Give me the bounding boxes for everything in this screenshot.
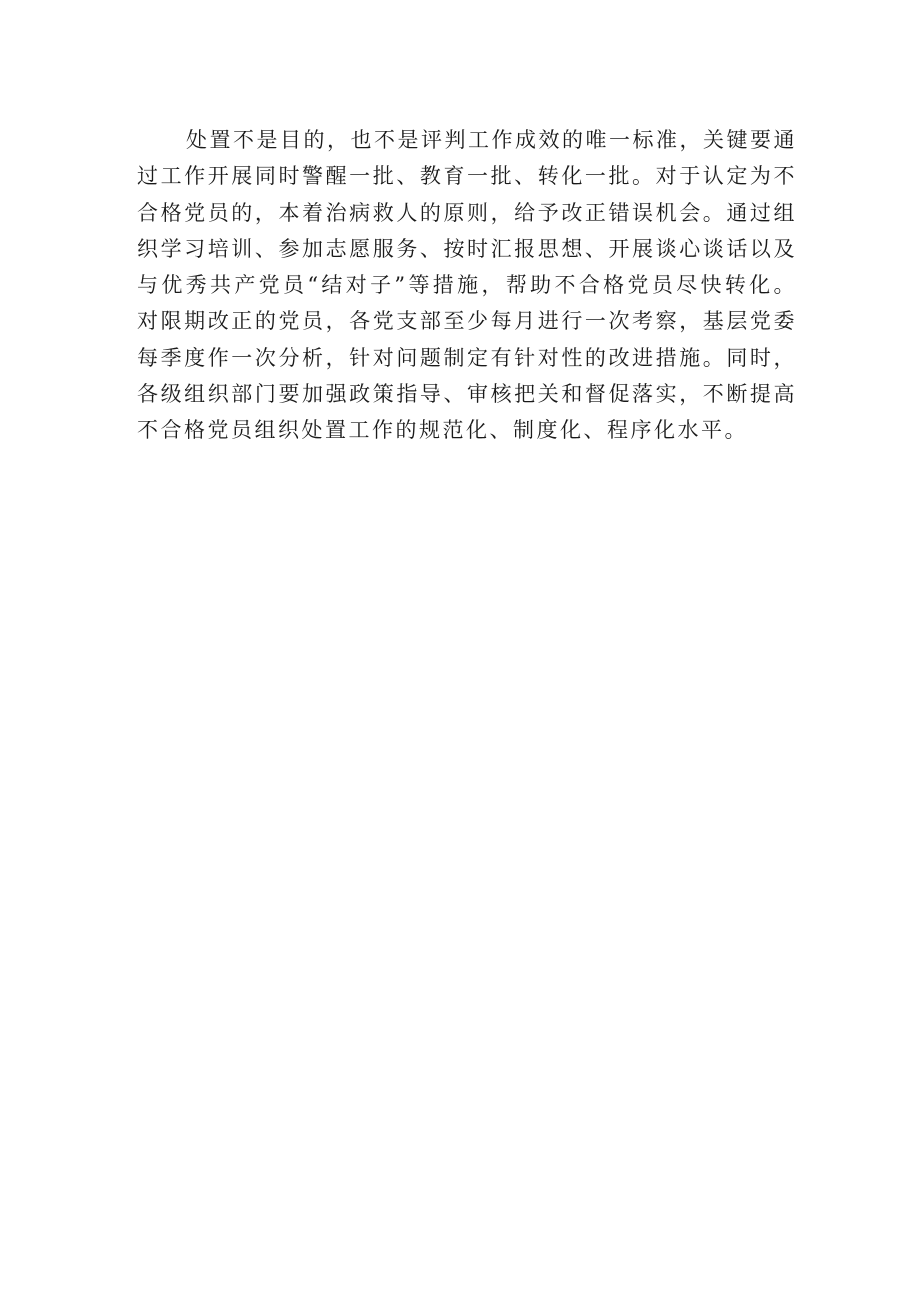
body-paragraph: 处置不是目的，也不是评判工作成效的唯一标准，关键要通过工作开展同时警醒一批、教育一批、转化一批。对于认定为不合格党员的，本着治病救人的原则，给予改正错误机会。通过组织学习培训、参加志愿服务、按时汇报思想、开展谈心谈话以及与优秀共产党员“结对子”等措施，帮助不合格党员尽快转化。对限期改正的党员，各党支部至少每月进行一次考察，基层党委每季度作一次分析，针对问题制定有针对性的改进措施。同时，各级组织部门要加强政策指导、审核把关和督促落实，不断提高不合格党员组织处置工作的规范化、制度化、程序化水平。 <box>137 128 797 443</box>
